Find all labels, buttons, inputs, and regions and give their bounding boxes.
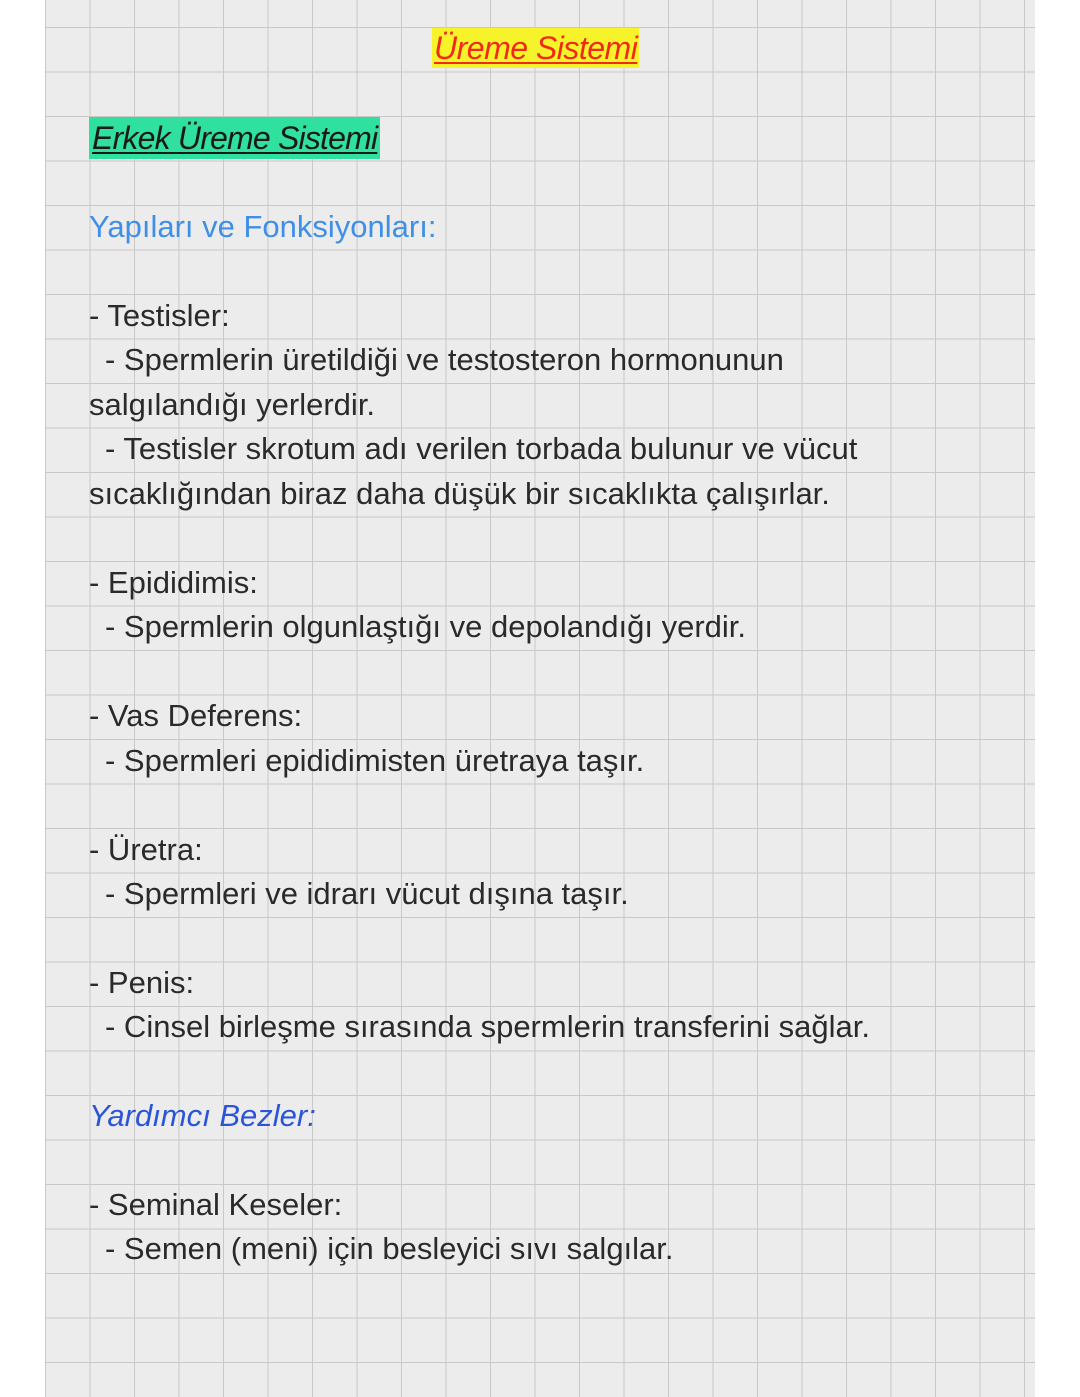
page-title: Üreme Sistemi — [434, 30, 638, 66]
penis-heading: - Penis: — [89, 965, 195, 1000]
vas-deferens-line-1: - Spermleri epididimisten üretraya taşır. — [105, 743, 645, 778]
penis-line-1: - Cinsel birleşme sırasında spermlerin transferini sağlar. — [105, 1009, 870, 1044]
epididimis-line-1: - Spermlerin olgunlaştığı ve depolandığı yerdir. — [105, 609, 747, 644]
uretra-heading: - Üretra: — [89, 832, 203, 867]
testisler-line-4: sıcaklığından biraz daha düşük bir sıcaklıkta çalışırlar. — [89, 476, 830, 511]
glands-heading: Yardımcı Bezler: — [89, 1098, 316, 1133]
testisler-heading: - Testisler: — [89, 298, 230, 333]
structures-heading: Yapıları ve Fonksiyonları: — [89, 209, 437, 244]
testisler-line-2: salgılandığı yerlerdir. — [89, 387, 376, 422]
vas-deferens-heading: - Vas Deferens: — [89, 698, 303, 733]
testisler-line-1: - Spermlerin üretildiği ve testosteron hormonunun — [105, 342, 784, 377]
seminal-heading: - Seminal Keseler: — [89, 1187, 343, 1222]
grid-notebook-page — [45, 0, 1035, 1397]
uretra-line-1: - Spermleri ve idrarı vücut dışına taşır. — [105, 876, 629, 911]
testisler-line-3: - Testisler skrotum adı verilen torbada bulunur ve vücut — [105, 431, 858, 466]
section-subtitle: Erkek Üreme Sistemi — [89, 117, 380, 159]
seminal-line-1: - Semen (meni) için besleyici sıvı salgılar. — [105, 1231, 674, 1266]
epididimis-heading: - Epididimis: — [89, 565, 258, 600]
